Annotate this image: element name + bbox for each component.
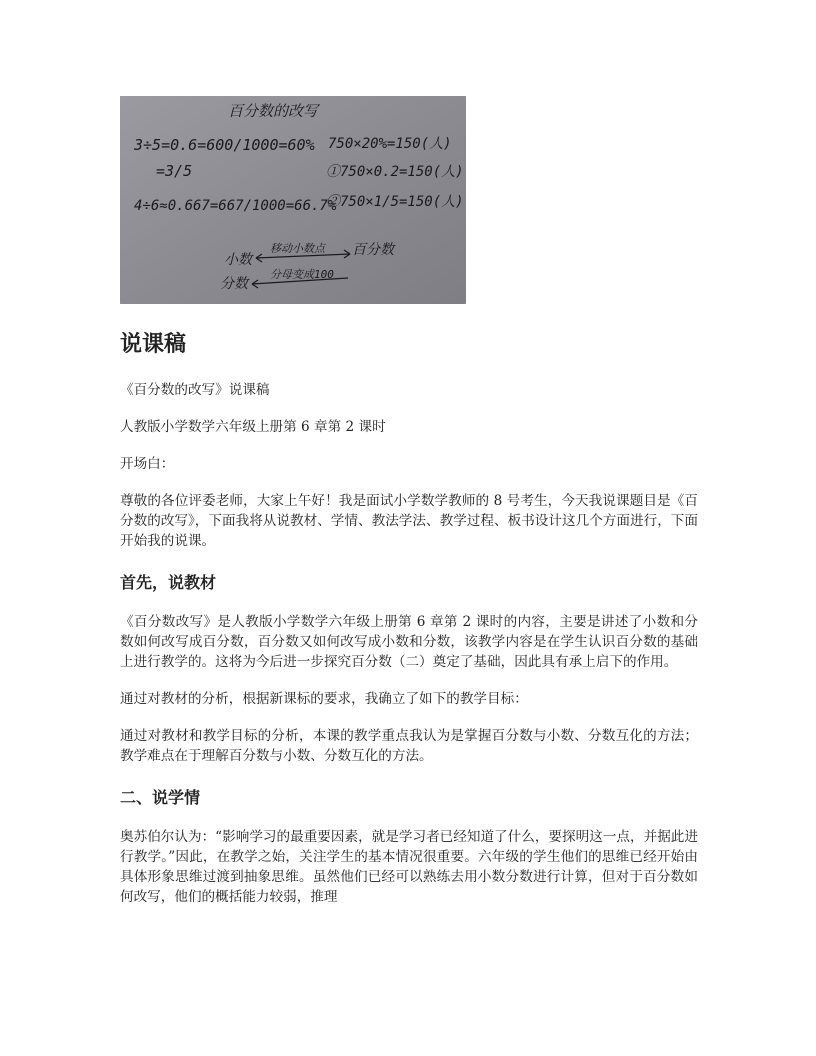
notes-line: =3/5 [156, 162, 193, 180]
document-page [120, 96, 698, 907]
notes-line: ①750×0.2=150(人) [326, 164, 464, 180]
notes-line: 3÷5=0.6=600/1000=60% [134, 136, 315, 154]
section-heading: 首先，说教材 [120, 573, 217, 592]
paragraph: 《百分数的改写》说课稿 [120, 382, 270, 398]
notes-line: 4÷6≈0.667=667/1000=66.7% [134, 198, 337, 214]
paragraph: 奥苏伯尔认为：“影响学习的最重要因素，就是学习者已经知道了什么，要探明这一点，并据此进行教学。”因此，在教学之始，关注学生的基本情况很重要。六年级的学生他们的思维已经开始由具体形象思维过渡到抽象思维。虽然他们已经可以熟练去用小数分数进行计算，但对于百分数如何改写，他们的概括能力较弱，推理 [120, 829, 698, 905]
notes-line: 小数 [224, 252, 252, 268]
paragraph: 通过对教材的分析，根据新课标的要求，我确立了如下的教学目标： [120, 691, 528, 707]
section-heading: 二、说学情 [120, 788, 201, 807]
notes-photo-drawing [120, 96, 466, 304]
notes-line: 移动小数点 [270, 242, 325, 255]
paragraph: 尊敬的各位评委老师，大家上午好！我是面试小学数学教师的 8 号考生，今天我说课题目是《百分数的改写》，下面我将从说教材、学情、教法学法、教学过程、板书设计这几个方面进行，下面开始我的说课。 [120, 493, 698, 549]
notes-line: 分数 [220, 276, 248, 292]
notes-line: 750×20%=150(人) [328, 136, 452, 152]
page-title: 说课稿 [120, 332, 187, 357]
paragraph: 通过对教材和教学目标的分析，本课的教学重点我认为是掌握百分数与小数、分数互化的方法；教学难点在于理解百分数与小数、分数互化的方法。 [120, 728, 698, 764]
notes-title: 百分数的改写 [228, 102, 319, 120]
notes-line: ②750×1/5=150(人) [326, 194, 464, 210]
handwritten-notes-photo [120, 96, 466, 304]
paragraph: 《百分数改写》是人教版小学数学六年级上册第 6 章第 2 课时的内容，主要是讲述了小数和分数如何改写成百分数，百分数又如何改写成小数和分数，该教学内容是在学生认识百分数的基础上进行教学的。这将为今后进一步探究百分数（二）奠定了基础，因此具有承上启下的作用。 [120, 614, 698, 670]
paragraph: 人教版小学数学六年级上册第 6 章第 2 课时 [120, 419, 386, 435]
notes-line: 百分数 [352, 242, 394, 258]
notes-line: 分母变成100 [270, 268, 334, 281]
paragraph: 开场白： [120, 456, 175, 472]
